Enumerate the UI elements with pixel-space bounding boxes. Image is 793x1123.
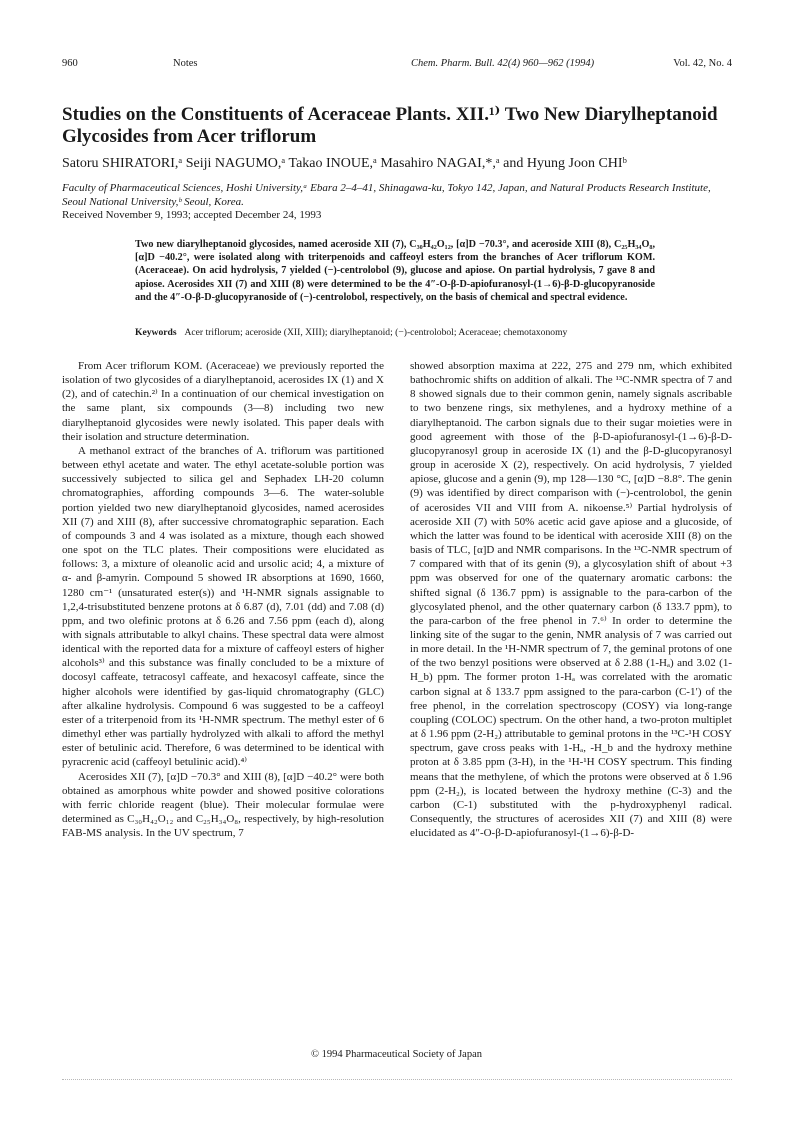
volume-issue: Vol. 42, No. 4 [673, 58, 732, 69]
page-number: 960 [62, 58, 78, 69]
keywords-label: Keywords [135, 327, 177, 338]
body-paragraph: A methanol extract of the branches of A. triflorum was partitioned between ethyl acetate and water. The ethyl acetate-soluble portion was successively subjected to silica gel and Sephadex LH-20 column chromatographies, affording compounds 3—6. The water-soluble portion yielded two new diarylheptanoid glycosides, named acerosides XII (7) and XIII (8), after successive chromatographic separation. Each of compounds 3 and 4 was isolated as a mixture, though each showed one spot on the TLC plates. Their compositions were elucidated as follows: 3, a mixture of oleanolic acid and ursolic acid; 4, a mixture of α- and β-amyrin. Compound 5 showed IR absorptions at 1690, 1660, 1280 cm⁻¹ (unsaturated ester(s)) and ¹H-NMR signals assignable to 1,2,4-trisubstituted benzene protons at δ 6.87 (d), 7.01 (dd) and 7.08 (d) ppm, and two olefinic protons at δ 6.26 and 7.56 ppm (each d), along with signals attributable to alkyl chains. These spectral data were almost identical with the reported data for a mixture of caffeoyl esters of higher alcohols³⁾ and this substance was finally concluded to be a mixture of docosyl caffeate, tetracosyl caffeate, and hexacosyl caffeate, since the higher alcohols were identified by gas-liquid chromatography (GLC) after alkaline hydrolysis. Compound 6 was suggested to be a caffeoyl ester of a triterpenoid from its ¹H-NMR spectrum. The methyl ester of 6 dimethyl ether was partially hydrolyzed with alkali to afford the methyl ester of betulinic acid. Therefore, 6 was determined to be identical with pyracrenic acid (caffeoyl betulinic acid).⁴⁾ [62, 444, 384, 769]
article-title: Studies on the Constituents of Aceraceae Plants. XII.¹⁾ Two New Diarylheptanoid Glycosides from Acer triflorum [62, 104, 718, 147]
body-paragraph: From Acer triflorum KOM. (Aceraceae) we previously reported the isolation of two glycosides of a diarylheptanoid, acerosides IX (1) and X (2), and of catechin.²⁾ In a continuation of our chemical investigation on the same plant, six compounds (3—8) including two new diarylheptanoid glycosides were newly isolated. This paper deals with their isolation and structure determination. [62, 360, 384, 443]
keywords-line [135, 327, 675, 339]
journal-citation: Chem. Pharm. Bull. 42(4) 960—962 (1994) [411, 58, 595, 69]
body-paragraph: showed absorption maxima at 222, 275 and 279 nm, which exhibited bathochromic shifts on addition of alkali. The ¹³C-NMR spectra of 7 and 8 showed signals due to their common genin, namely signals ascribable to two benzene rings, six methylenes, and a hydroxy methine of a diarylheptanoid. The carbon signals due to their sugar moieties were in good agreement with those of the β-D-apiofuranosyl-(1→6)-β-D-glucopyranosyl group in aceroside IX (1) and the β-D-glucopyranosyl group in aceroside X (2), respectively. On acid hydrolysis, 7 yielded apiose, glucose and a genin (9), mp 128—130 °C, [α]D −8.8°. The genin (9) was identified by direct comparison with (−)-centrolobol, the genin of acerosides VII and VIII from A. nikoense.⁵⁾ Partial hydrolysis of aceroside XII (7) with 50% acetic acid gave apiose and a glucoside, of which the latter was found to be identical with aceroside XIII (8) on the basis of TLC, [α]D and NMR comparisons. In the ¹³C-NMR spectrum of 7 compared with that of its genin (9), a glycosylation shift of about +3 ppm was observed for one of the quaternary aromatic carbons: the shifted signal (δ 136.7 ppm) is assignable to the para-carbon of the glycosylated phenol, and the other quaternary carbon (δ 133.7 ppm), to the para-carbon of the free phenol in 7.⁶⁾ In order to determine the linking site of the sugar to the genin, NMR analysis of 7 was carried out in more detail. In the ¹H-NMR spectrum of 7, the geminal protons of one of the two benzyl positions were observed at δ 2.88 (1-Hₐ) and 3.02 (1-H_b) ppm. The former proton 1-Hₐ was correlated with the aromatic carbon signal at δ 133.7 ppm assigned to the para-carbon (C-1′) of the free phenol, in the correlation spectroscopy (COSY) via long-range coupling (COLOC) spectrum. On the other hand, a two-proton multiplet at δ 1.96 ppm (2-H₂) attributable to geminal protons in the ¹³C-¹H COSY spectrum, gave cross peaks with 1-Hₐ, -H_b and the hydroxy methine proton at δ 3.85 ppm (3-H), in the ¹H-¹H COSY spectrum. This finding means that the methylene, of which the protons were observed at δ 1.96 ppm (2-H₂), is located between the hydroxy methine (C-3) and the carbon (C-1) substituted with the p-hydroxyphenyl radical. Consequently, the structures of acerosides XII (7) and XIII (8) were elucidated as 4″-O-β-D-apiofuranosyl-(1→6)-β-D- [410, 360, 732, 840]
body-column-right [410, 359, 732, 840]
abstract: Two new diarylheptanoid glycosides, named aceroside XII (7), C₃₀H₄₂O₁₂, [α]D −70.3°, and aceroside XIII (8), C₂₅H₃₄O₈, [α]D −40.2°, were isolated along with triterpenoids and caffeoyl esters from the branches of Acer triflorum KOM. (Aceraceae). On acid hydrolysis, 7 yielded (−)-centrolobol (9), glucose and apiose. On partial hydrolysis, 7 gave 8 and apiose. Acerosides XII (7) and XIII (8) were determined to be the 4″-O-β-D-apiofuranosyl-(1→6)-β-D-glucopyranoside and the 4″-O-β-D-glucopyranoside of (−)-centrolobol, respectively, on the basis of chemical and spectral evidence. [135, 239, 655, 303]
author-list: Satoru SHIRATORI,ᵃ Seiji NAGUMO,ᵃ Takao INOUE,ᵃ Masahiro NAGAI,*,ᵃ and Hyung Joon CHIᵇ [62, 156, 627, 171]
section-label: Notes [173, 58, 198, 69]
footer-divider [62, 1079, 732, 1080]
author-affiliation: Faculty of Pharmaceutical Sciences, Hoshi University,ᵃ Ebara 2–4–41, Shinagawa-ku, Tokyo 142, Japan, and Natural Products Research Institute, Seoul National University,ᵇ Seoul, Korea. [62, 182, 711, 208]
body-column-left [62, 359, 384, 840]
running-head [62, 58, 732, 74]
received-dates: Received November 9, 1993; accepted December 24, 1993 [62, 209, 322, 221]
keywords-text: Acer triflorum; aceroside (XII, XIII); diarylheptanoid; (−)-centrolobol; Aceraceae; chemotaxonomy [184, 327, 568, 338]
body-paragraph: Acerosides XII (7), [α]D −70.3° and XIII (8), [α]D −40.2° were both obtained as amorphous white powder and showed positive colorations with ferric chloride reagent (blue). Their molecular formulae were determined as C₃₀H₄₂O₁₂ and C₂₅H₃₄O₈, respectively, by high-resolution FAB-MS analysis. In the UV spectrum, 7 [62, 770, 384, 840]
copyright-notice: © 1994 Pharmaceutical Society of Japan [311, 1049, 482, 1060]
